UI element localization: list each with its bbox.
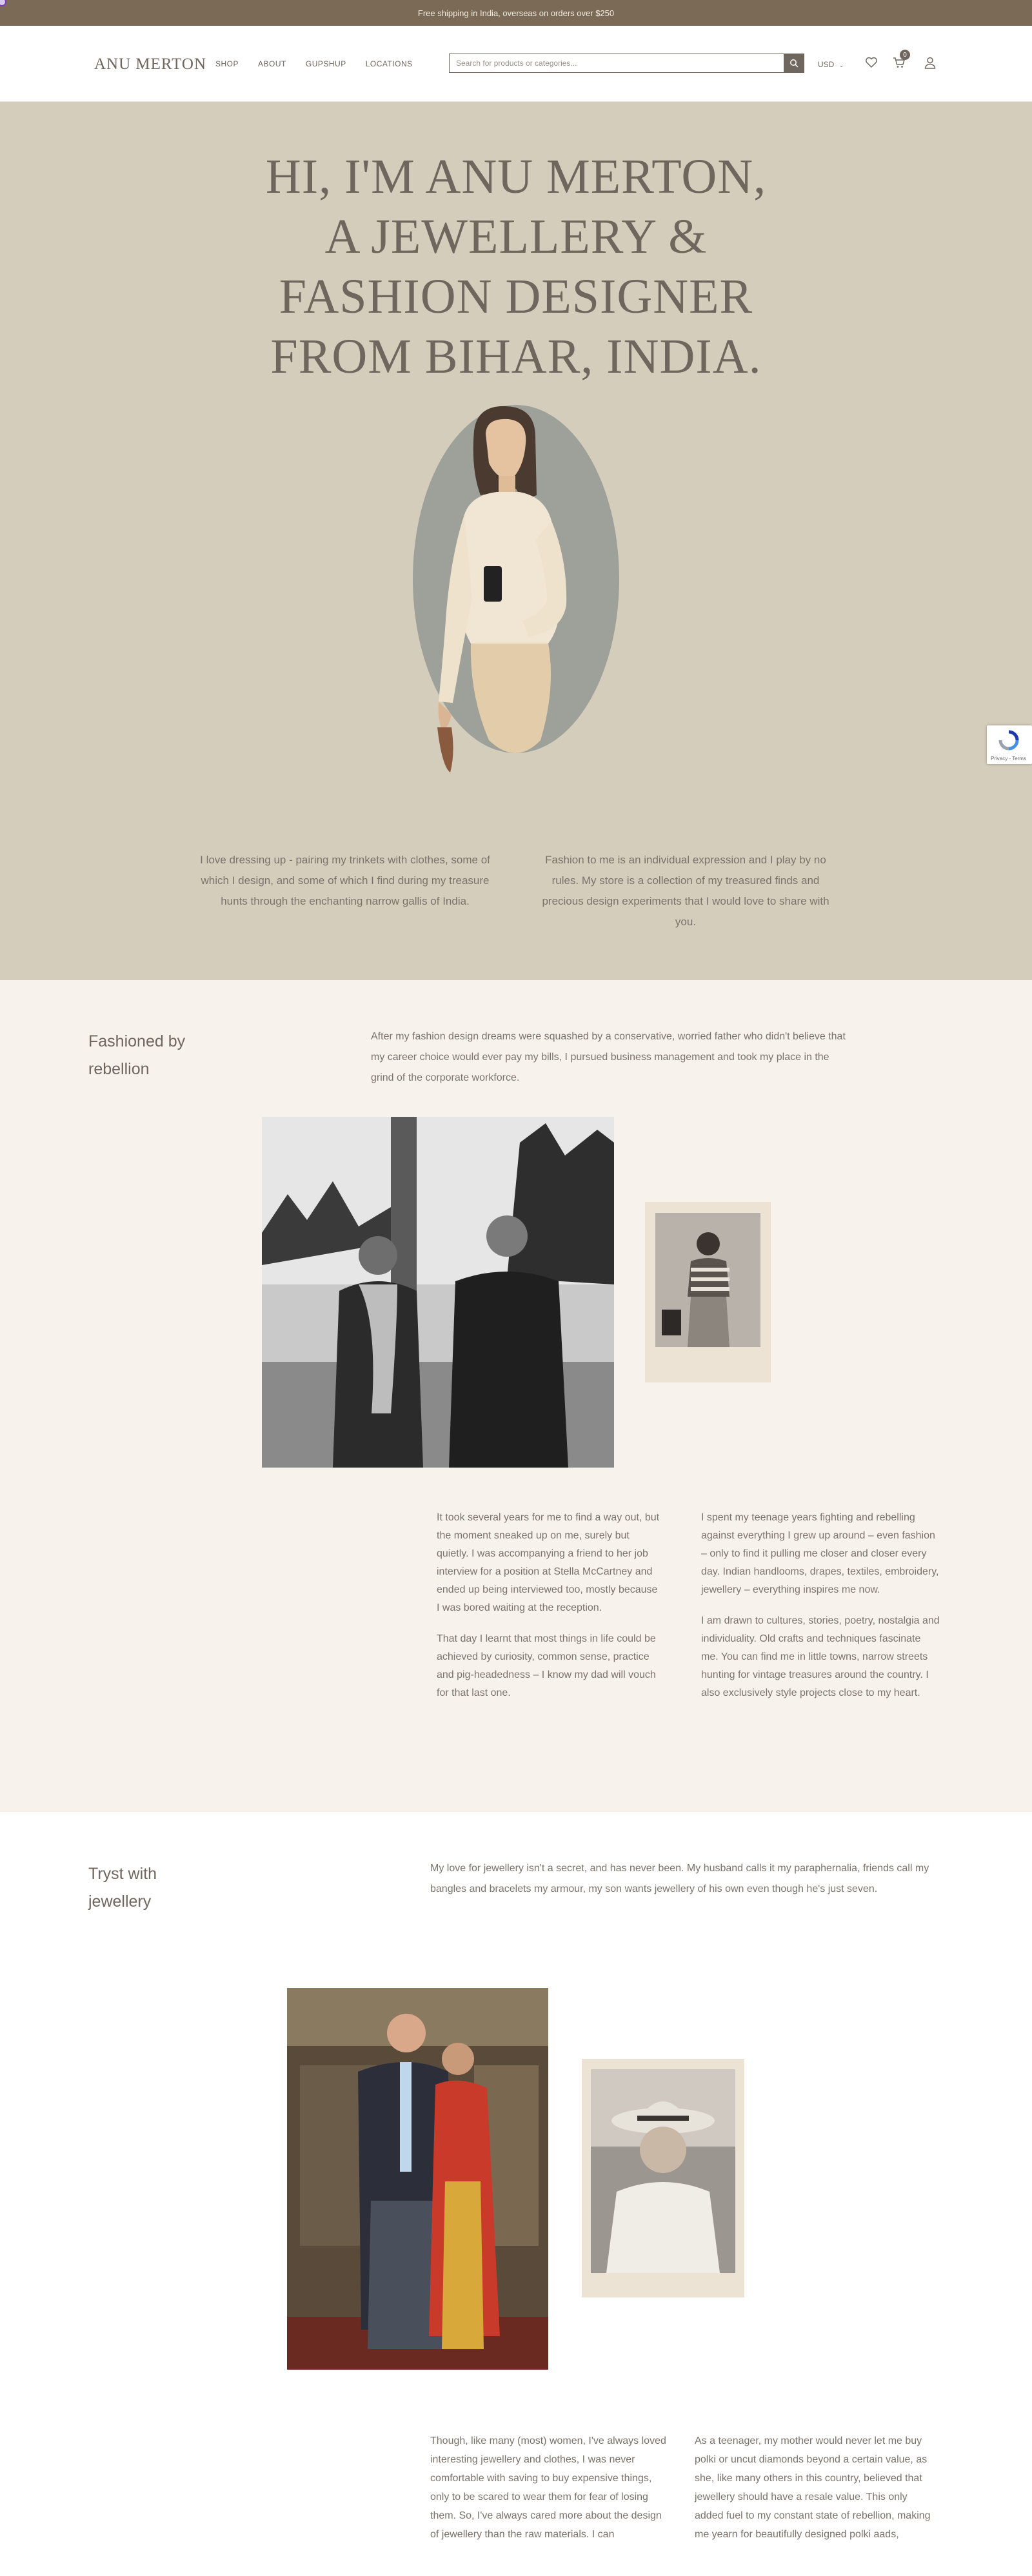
son-photo: [591, 2069, 735, 2273]
wishlist-button[interactable]: [864, 55, 879, 70]
recaptcha-badge[interactable]: [987, 725, 1032, 764]
rebellion-right-p2: I am drawn to cultures, stories, poetry, nostalgia and individuality. Old crafts and techniques fascinate me. You can find me in little towns, narrow streets hunting for vintage treasures around the country. I also exclusively style projects close to my heart.: [701, 1615, 940, 1698]
main-nav: [215, 59, 413, 68]
site-header: [0, 26, 1032, 102]
tryst-text-right: As a teenager, my mother would never let me buy polki or uncut diamonds beyond a certain value, as she, like many others in this country, believed that jewellery should have a resale value. This only added fuel to my constant state of rebellion, making me yearn for beautifully designed polki aads,: [695, 2435, 931, 2540]
nav-gupshup[interactable]: GUPSHUP: [305, 59, 346, 68]
rebellion-left-p1: It took several years for me to find a way out, but the moment sneaked up on me, surely but quietly. I was accompanying a friend to her job interview for a position at Stella McCartney and ended up being interviewed too, mostly because I was bored waiting at the reception.: [437, 1512, 660, 1613]
rebellion-left-p2: That day I learnt that most things in life could be achieved by curiosity, common sense, practice and pig-headedness – I know my dad will vouch for that last one.: [437, 1633, 656, 1698]
announcement-text: Free shipping in India, overseas on orders over $250: [417, 8, 615, 18]
search-button[interactable]: [784, 54, 804, 73]
account-button[interactable]: [922, 55, 938, 70]
section-heading-rebellion: Fashioned by rebellion: [88, 1032, 186, 1078]
rebellion-right-p1: I spent my teenage years fighting and rebelling against everything I grew up around – even fashion – only to find it pulling me closer and closer every day. Indian handlooms, drapes, textiles, embroidery, jewellery – everything inspires me now.: [701, 1512, 939, 1595]
childhood-photo: [655, 1213, 760, 1347]
currency-label: USD: [818, 60, 835, 69]
heart-icon: [865, 57, 878, 68]
childhood-photo-frame: [645, 1202, 771, 1382]
nav-shop[interactable]: SHOP: [215, 59, 239, 68]
site-logo[interactable]: ANU MERTON: [94, 55, 207, 73]
designer-illustration: [413, 405, 619, 805]
search-input[interactable]: [450, 54, 779, 72]
nav-locations[interactable]: LOCATIONS: [365, 59, 413, 68]
cart-button[interactable]: [891, 51, 907, 70]
tryst-text-left: Though, like many (most) women, I've always loved interesting jewellery and clothes, I was never comfortable with saving to buy expensive things, only to be scared to wear them for fear of losing them. So, I've always cared more about the design of jewellery than the raw materials. I can: [430, 2435, 666, 2540]
rebellion-text-left: [437, 1509, 662, 1702]
hero-title: HI, I'M ANU MERTON, A JEWELLERY & FASHION DESIGNER FROM BIHAR, INDIA.: [265, 150, 767, 384]
announcement-bar: [0, 0, 1032, 26]
rebellion-intro: After my fashion design dreams were squashed by a conservative, worried father who didn't believe that my career choice would ever pay my bills, I pursued business management and took my place in the grind of the corporate workforce.: [371, 1031, 846, 1083]
chevron-down-icon: ⌄: [838, 62, 844, 68]
tryst-intro: My love for jewellery isn't a secret, and has never been. My husband calls it my paraphernalia, friends call my bangles and bracelets my armour, my son wants jewellery of his own even though he's just seven.: [430, 1863, 929, 1894]
son-photo-frame: [582, 2059, 744, 2297]
hero-text-right: Fashion to me is an individual expression and I play by no rules. My store is a collection of my treasured finds and precious design experiments that I would love to share with you.: [542, 854, 829, 928]
rebellion-text-right: [701, 1509, 940, 1702]
couple-photo: [287, 1988, 548, 2370]
currency-selector[interactable]: [818, 60, 844, 69]
search-box: [449, 54, 804, 73]
section-heading-tryst: Tryst with jewellery: [88, 1865, 157, 1911]
recaptcha-icon: [996, 729, 1022, 751]
search-icon: [789, 59, 799, 68]
cart-count-badge: 0: [900, 50, 910, 60]
nav-about[interactable]: ABOUT: [258, 59, 286, 68]
hero-section: [0, 102, 1032, 980]
hero-text-left: I love dressing up - pairing my trinkets with clothes, some of which I design, and some of which I find during my treasure hunts through the enchanting narrow gallis of India.: [200, 854, 490, 907]
parents-photo: [262, 1117, 614, 1468]
user-icon: [924, 56, 937, 69]
recaptcha-links[interactable]: Privacy - Terms: [991, 756, 1026, 762]
